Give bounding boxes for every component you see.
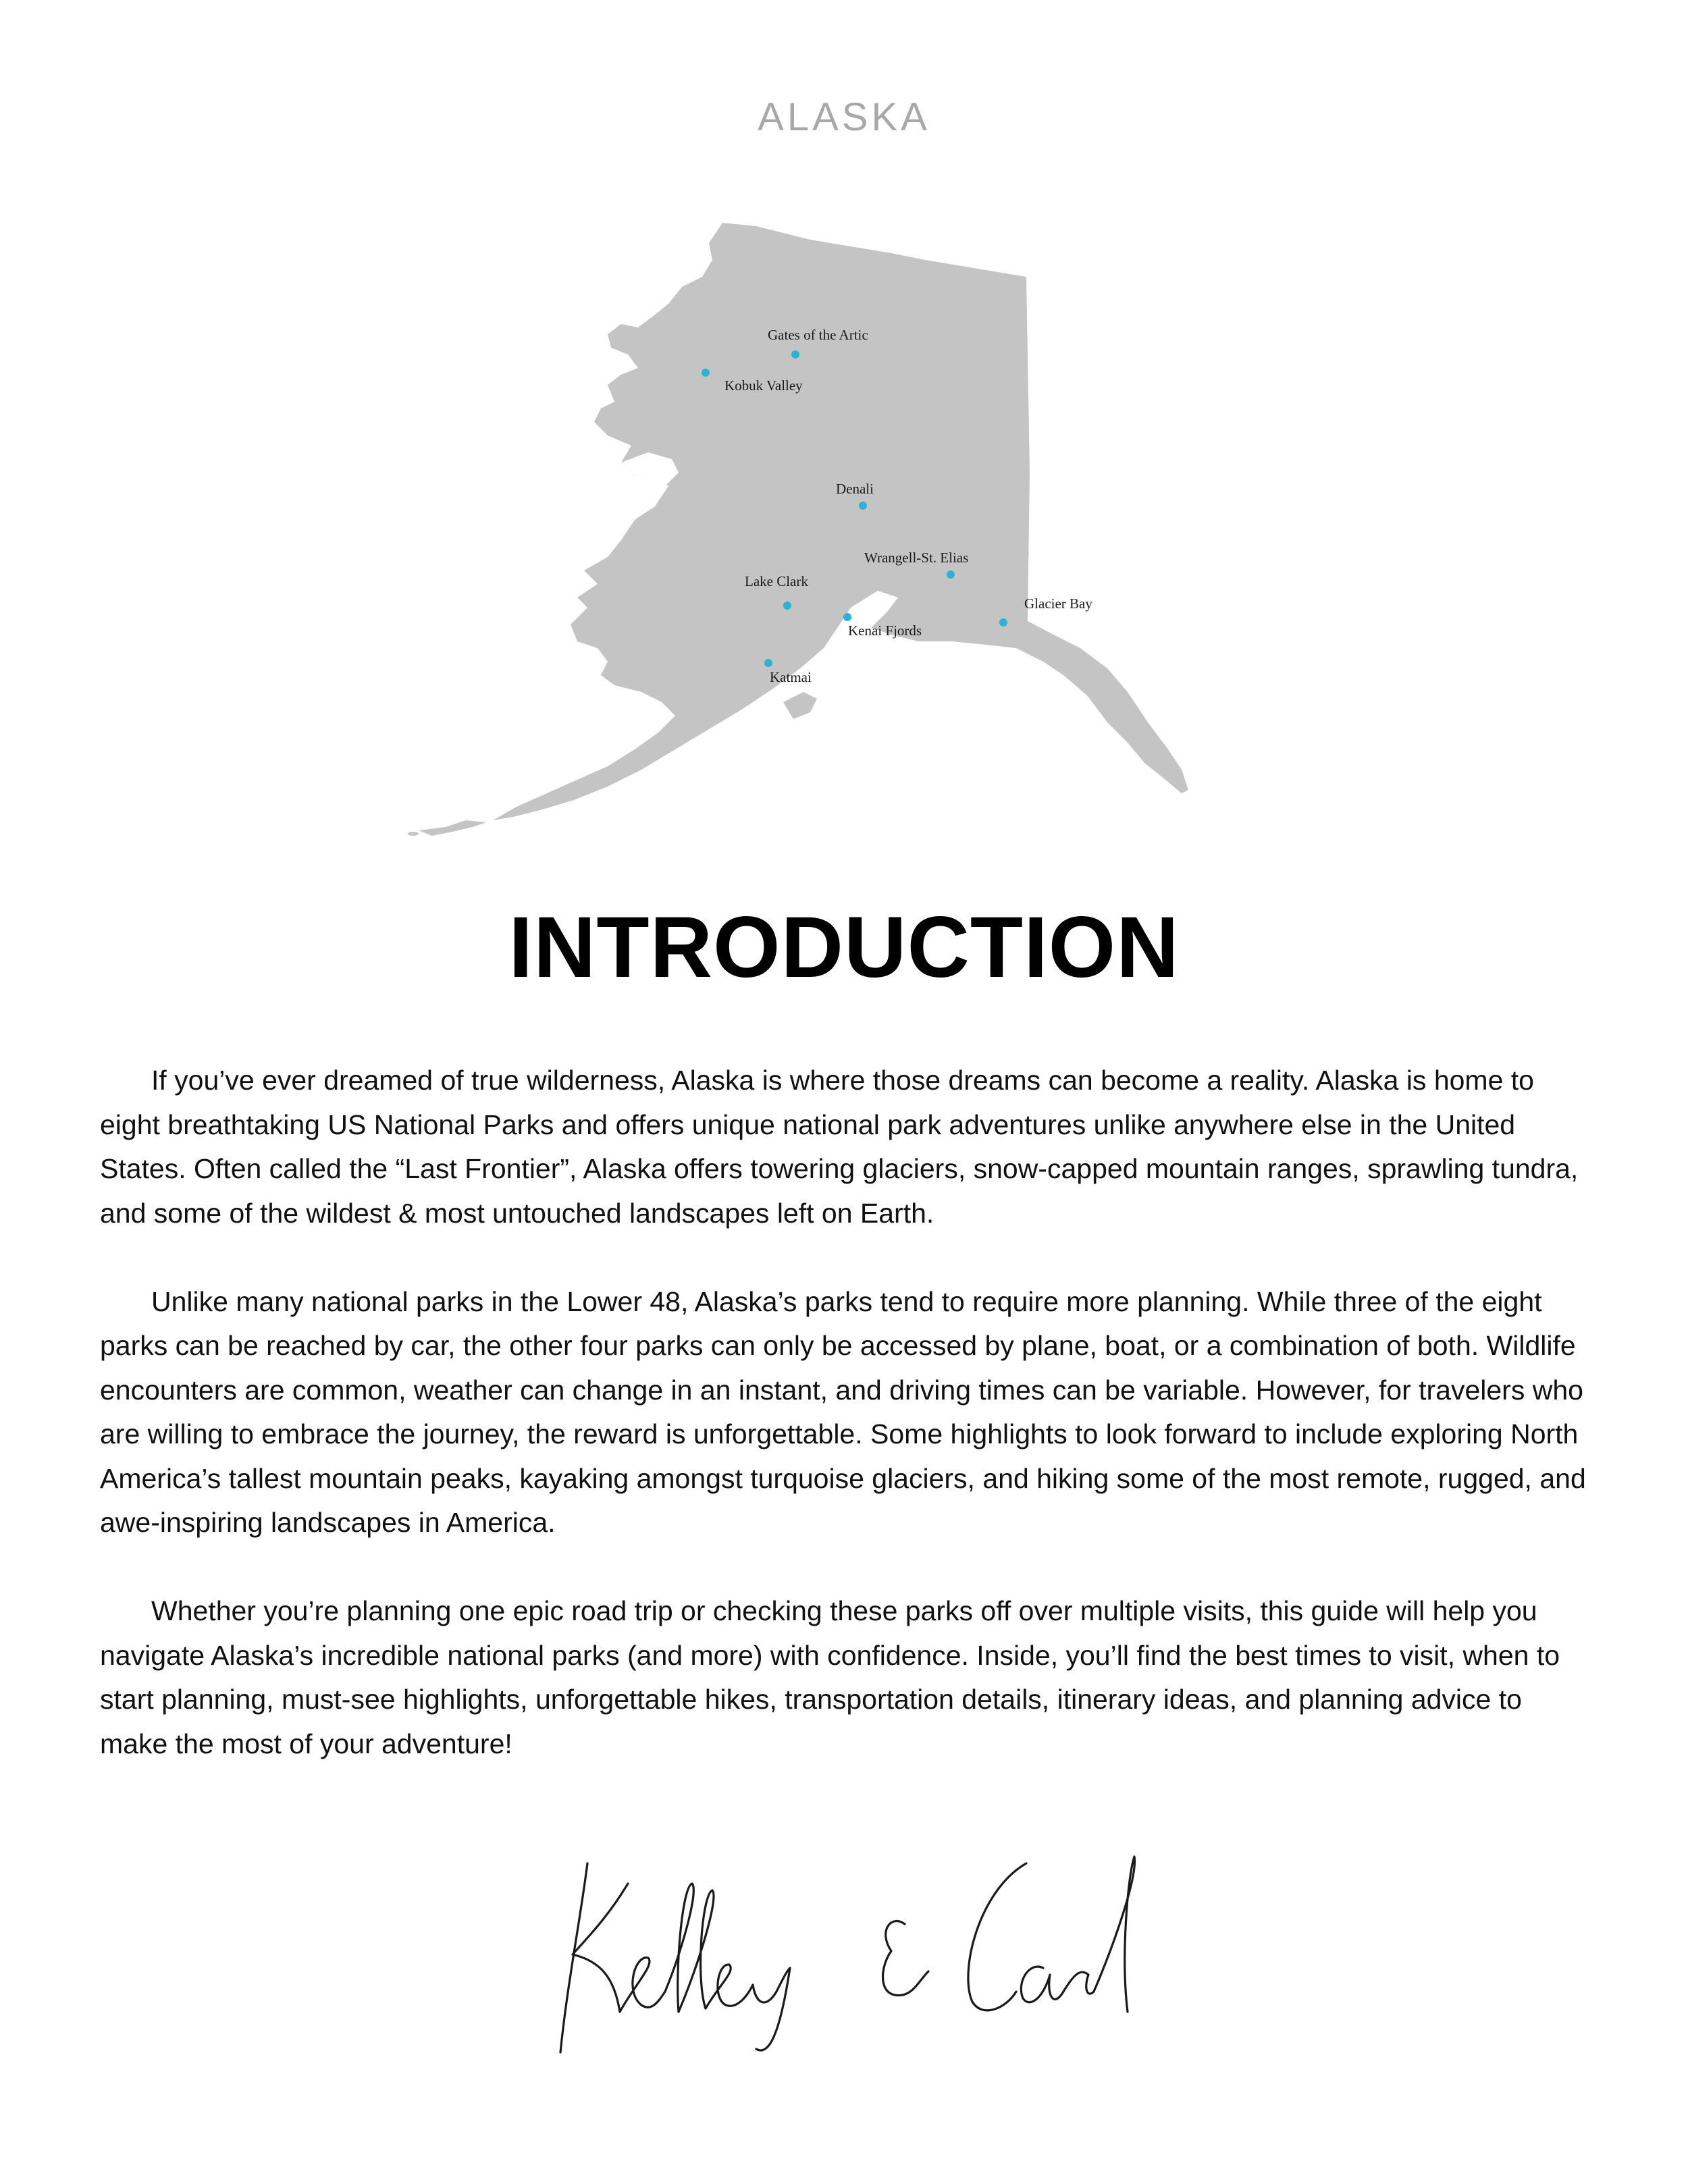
park-label: Lake Clark: [745, 573, 808, 589]
intro-paragraph: Whether you’re planning one epic road trip or checking these parks off over multiple visits, this guide will help you navigate Alaska’s incredible national parks (and more) with confidence. Inside, you’ll find the best times to visit, when to start planning, must-see highlights, unforgettable hikes, transportation details, itinerary ideas, and planning advice to make the most of your adventure!: [100, 1595, 1560, 1759]
park-label: Kobuk Valley: [724, 377, 803, 394]
park-label: Denali: [836, 481, 874, 497]
intro-body: [100, 1059, 1592, 1811]
page-header: ALASKA: [758, 95, 930, 139]
alaska-map: [405, 203, 1215, 864]
island-shape: [408, 832, 419, 836]
park-label: Wrangell-St. Elias: [864, 550, 969, 566]
alaska-mainland-shape: [493, 223, 1188, 820]
intro-paragraph: Unlike many national parks in the Lower 48, Alaska’s parks tend to require more planning. While three of the eight parks can be reached by car, the other four parks can only be accessed by plane, boat, or a combination of both. Wildlife encounters are common, weather can change in an instant, and driving times can be variable. However, for travelers who are willing to embrace the journey, the reward is unforgettable. Some highlights to look forward to include exploring North America’s tallest mountain peaks, kayaking amongst turquoise glaciers, and hiking some of the most remote, rugged, and awe-inspiring landscapes in America.: [100, 1285, 1586, 1538]
park-label: Kenai Fjords: [848, 622, 922, 639]
intro-title: INTRODUCTION: [508, 899, 1180, 996]
aleutian-islands-shape: [419, 820, 486, 836]
intro-paragraph: If you’ve ever dreamed of true wilderness, Alaska is where those dreams can become a reality. Alaska is home to eight breathtaking US National Parks and offers unique national park adventures unlike anywhere else in the United States. Often called the “Last Frontier”, Alaska offers towering glaciers, snow-capped mountain ranges, sprawling tundra, and some of the wildest & most untouched landscapes left on Earth.: [100, 1065, 1579, 1229]
park-label: Katmai: [770, 669, 812, 685]
park-label: Gates of the Artic: [768, 327, 868, 343]
signature: [540, 1836, 1188, 2059]
park-label: Glacier Bay: [1024, 595, 1092, 612]
kodiak-island-shape: [783, 692, 817, 719]
